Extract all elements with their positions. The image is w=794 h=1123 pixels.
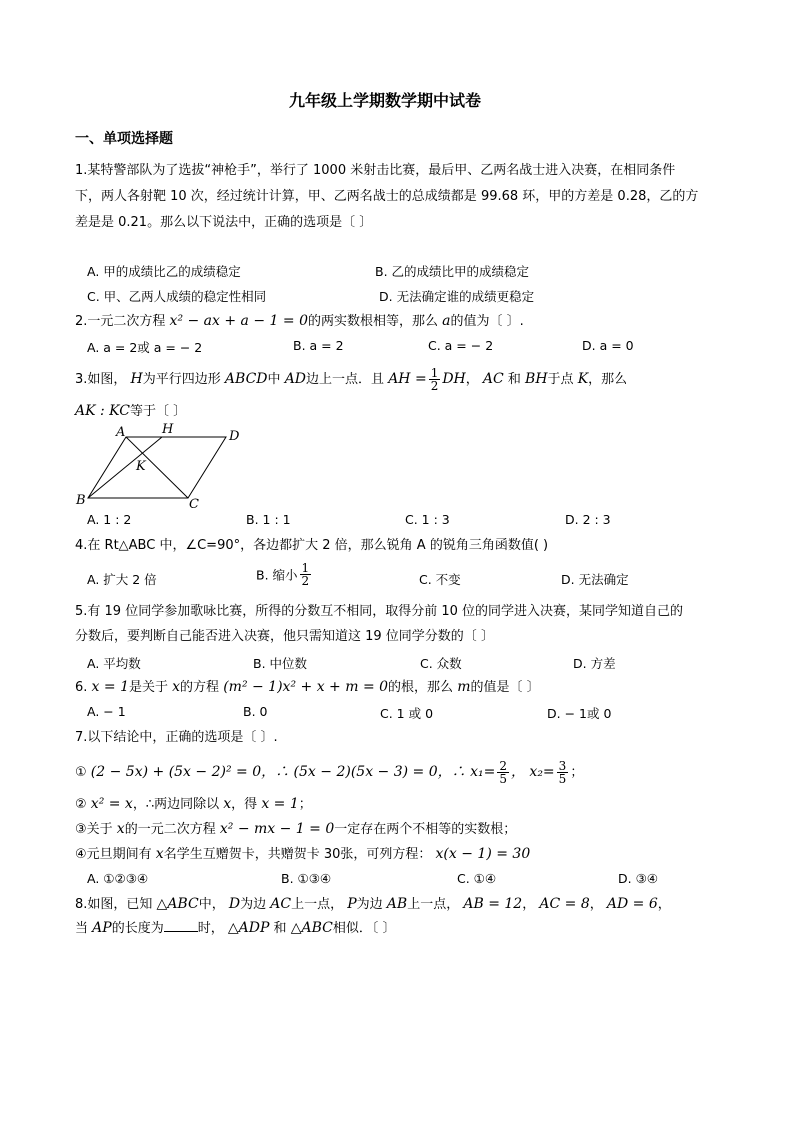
- q7-option-b: B. ①③④: [281, 871, 332, 886]
- q7-text: ，∴两边同除以: [132, 797, 220, 812]
- fraction-numerator: 3: [558, 759, 567, 773]
- label-k: K: [136, 459, 146, 474]
- q3-ac: AC: [482, 371, 504, 387]
- q8-text: 相似．〔 〕: [332, 921, 396, 936]
- q8-point-p: P: [347, 896, 357, 912]
- q3-stem-line1: [75, 366, 627, 393]
- q8-point-d: D: [228, 896, 241, 912]
- q3-text: 于点: [547, 372, 574, 387]
- q4-fraction: [300, 562, 312, 587]
- label-a: A: [116, 425, 126, 440]
- q7-statement-4: [75, 841, 530, 868]
- q5-line1: 5.有 19 位同学参加歌咏比赛，所得的分数互不相同，取得分前 10 位的同学进入决赛，某同学知道自己的: [75, 604, 684, 619]
- q7-fraction-1: [497, 760, 509, 785]
- q7-text: 一定存在两个不相等的实数根；: [334, 822, 517, 837]
- q7-marker: ①: [75, 765, 87, 780]
- q8-stem-line2: [75, 915, 395, 942]
- q7-s2-variable: x: [223, 796, 232, 812]
- q8-ad-length: AD = 6: [606, 896, 658, 912]
- fraction-numerator: 2: [499, 759, 507, 773]
- q7-s1-equation: (2 − 5x) + (5x − 2)² = 0，∴ (5x − 2)(5x − 3) = 0，∴ x₁=: [90, 764, 496, 780]
- q3-text: 边上一点．且: [306, 372, 385, 387]
- q4-option-b-text: B. 缩小: [256, 567, 298, 583]
- q8-text: 时，: [197, 921, 224, 936]
- q4-option-d: D. 无法确定: [561, 572, 629, 587]
- q7-option-a: A. ①②③④: [87, 871, 149, 886]
- q7-text: ；: [298, 797, 312, 812]
- q2-text-pre: 2.一元二次方程: [75, 314, 166, 329]
- q7-s1-x2: ， x₂=: [510, 764, 555, 780]
- q6-option-d: D. − 1或 0: [547, 706, 612, 721]
- q7-text: ；: [570, 765, 584, 780]
- q8-stem-line1: [75, 891, 671, 918]
- q3-point-h: H: [130, 371, 143, 387]
- q5-option-c: C. 众数: [420, 656, 462, 671]
- q6-stem: [75, 674, 540, 701]
- q2-equation: x² − ax + a − 1 = 0: [169, 313, 308, 329]
- q8-text: 8.如图，已知: [75, 897, 153, 912]
- q6-variable-m: m: [457, 679, 471, 695]
- q4-option-a: A. 扩大 2 倍: [87, 572, 157, 587]
- q3-text: 3.如图，: [75, 372, 127, 387]
- q7-s4-equation: x(x − 1) = 30: [435, 846, 531, 862]
- q3-option-d: D. 2 : 3: [565, 512, 611, 527]
- q6-text: 的根，那么: [388, 680, 454, 695]
- q8-text: ，: [522, 897, 536, 912]
- q8-ab-length: AB = 12: [463, 896, 523, 912]
- q8-text: 为边: [240, 897, 267, 912]
- page-title: 九年级上学期数学期中试卷: [289, 91, 482, 110]
- q8-side-ab: AB: [386, 896, 408, 912]
- q7-option-d: D. ③④: [618, 871, 658, 886]
- q6-text: 是关于: [128, 680, 168, 695]
- q8-side-ac: AC: [270, 896, 292, 912]
- q2-text-mid: 的两实数根相等，那么: [307, 314, 438, 329]
- q1-line1: 1.某特警部队为了选拔“神枪手”，举行了 1000 米射击比赛，最后甲、乙两名战士进入决赛，在相同条件: [75, 163, 676, 178]
- q8-text: 和: [273, 921, 287, 936]
- q7-statement-2: [75, 791, 312, 818]
- q6-variable-x: x: [172, 679, 181, 695]
- q8-triangle-abc-2: △ABC: [290, 920, 333, 936]
- fraction-denominator: 2: [430, 379, 439, 393]
- q3-text: 中: [267, 372, 281, 387]
- q3-ah: AH =: [388, 371, 427, 387]
- q7-marker: ②: [75, 797, 87, 812]
- q6-text: 6.: [75, 680, 88, 695]
- q3-text: 为平行四边形: [142, 372, 221, 387]
- q3-point-k: K: [577, 371, 589, 387]
- fraction-denominator: 5: [499, 772, 507, 786]
- q4-option-c: C. 不变: [419, 572, 461, 587]
- q6-equation-2: (m² − 1)x² + x + m = 0: [223, 679, 389, 695]
- fraction-numerator: 1: [430, 366, 439, 380]
- label-b: B: [76, 493, 86, 508]
- q7-s4-variable: x: [155, 846, 164, 862]
- q8-text: 当: [75, 921, 89, 936]
- q7-fraction-2: [557, 760, 569, 785]
- q2-option-a: A. a = 2或 a = − 2: [87, 340, 203, 355]
- q1-option-d: D. 无法确定谁的成绩更稳定: [379, 289, 535, 304]
- q5-option-b: B. 中位数: [253, 656, 308, 671]
- q8-text: 上一点，: [291, 897, 344, 912]
- q6-option-a: A. − 1: [87, 704, 126, 719]
- q7-text: ④元旦期间有: [75, 847, 152, 862]
- q8-ac-length: AC = 8: [539, 896, 590, 912]
- q7-text: ，得: [231, 797, 258, 812]
- label-c: C: [189, 497, 199, 512]
- q1-option-a: A. 甲的成绩比乙的成绩稳定: [87, 264, 241, 279]
- q7-text: 的一元二次方程: [124, 822, 216, 837]
- q7-stem: 7.以下结论中，正确的选项是〔 〕.: [75, 730, 278, 745]
- q5-line2: 分数后，要判断自己能否进入决赛，他只需知道这 19 位同学分数的〔 〕: [75, 629, 494, 644]
- q4-stem: 4.在 Rt△ABC 中，∠C=90°，各边都扩大 2 倍，那么锐角 A 的锐角三角函数值( ): [75, 538, 549, 553]
- q1-line2: 下，两人各射靶 10 次，经过统计计算，甲、乙两名战士的总成绩都是 99.68 环，甲的方差是 0.28，乙的方: [75, 189, 699, 204]
- q6-option-c: C. 1 或 0: [380, 706, 434, 721]
- q8-text: ，: [589, 897, 603, 912]
- q3-text: ，那么: [588, 372, 628, 387]
- q7-text: 名学生互赠贺卡，共赠贺卡 30张，可列方程：: [163, 847, 432, 862]
- q2-option-b: B. a = 2: [293, 338, 344, 353]
- q3-text: 和: [507, 372, 521, 387]
- fraction-denominator: 2: [301, 574, 310, 588]
- q7-statement-3: [75, 816, 516, 843]
- segment-bh: [88, 437, 162, 498]
- q1-line3: 差是是 0.21。那么以下说法中，正确的选项是〔 〕: [75, 215, 373, 230]
- q8-text: 上一点，: [407, 897, 460, 912]
- q7-text: ③关于: [75, 822, 113, 837]
- q6-text: 的方程: [180, 680, 220, 695]
- q3-text: 等于〔 〕: [129, 404, 187, 419]
- q3-bh: BH: [525, 371, 548, 387]
- q6-text: 的值是〔 〕: [470, 680, 540, 695]
- q7-option-c: C. ①④: [457, 871, 497, 886]
- q2-option-c: C. a = − 2: [428, 338, 494, 353]
- q3-dh: DH: [442, 371, 466, 387]
- q8-text: 为边: [356, 897, 383, 912]
- label-h: H: [162, 422, 174, 437]
- section-heading: 一、单项选择题: [75, 131, 173, 147]
- q3-ratio: AK : KC: [75, 403, 130, 419]
- q3-parallelogram: ABCD: [224, 371, 268, 387]
- q3-side-ad: AD: [284, 371, 307, 387]
- q7-statement-1: [75, 759, 583, 786]
- q8-text: 的长度为: [111, 921, 164, 936]
- q2-option-d: D. a = 0: [582, 338, 634, 353]
- q7-s2-equation: x² = x: [90, 796, 133, 812]
- q7-s3-variable: x: [116, 821, 125, 837]
- q7-s3-equation: x² − mx − 1 = 0: [219, 821, 335, 837]
- q7-s2-result: x = 1: [261, 796, 299, 812]
- q3-fraction: [429, 367, 441, 392]
- fraction-numerator: 1: [301, 561, 310, 575]
- q2-stem: [75, 308, 524, 335]
- q3-text: ，: [465, 372, 479, 387]
- label-d: D: [229, 429, 240, 444]
- q2-text-post: 的值为〔 〕.: [450, 314, 524, 329]
- q5-option-a: A. 平均数: [87, 656, 141, 671]
- q1-option-b: B. 乙的成绩比甲的成绩稳定: [375, 264, 530, 279]
- q2-variable: a: [442, 313, 451, 329]
- q8-triangle-adp: △ADP: [227, 920, 270, 936]
- q8-answer-blank[interactable]: [164, 919, 198, 932]
- q8-segment-ap: AP: [92, 920, 112, 936]
- q3-option-b: B. 1 : 1: [246, 512, 291, 527]
- q8-triangle-abc: △ABC: [156, 896, 199, 912]
- q3-option-c: C. 1 : 3: [405, 512, 450, 527]
- q8-text: ，: [657, 897, 671, 912]
- fraction-denominator: 5: [558, 772, 567, 786]
- q3-parallelogram-figure: [70, 420, 250, 512]
- q8-text: 中，: [198, 897, 225, 912]
- q6-equation-1: x = 1: [91, 679, 129, 695]
- q4-option-b: [256, 562, 313, 587]
- q5-option-d: D. 方差: [573, 656, 616, 671]
- q1-option-c: C. 甲、乙两人成绩的稳定性相同: [87, 289, 267, 304]
- q6-option-b: B. 0: [243, 704, 268, 719]
- q3-option-a: A. 1 : 2: [87, 512, 132, 527]
